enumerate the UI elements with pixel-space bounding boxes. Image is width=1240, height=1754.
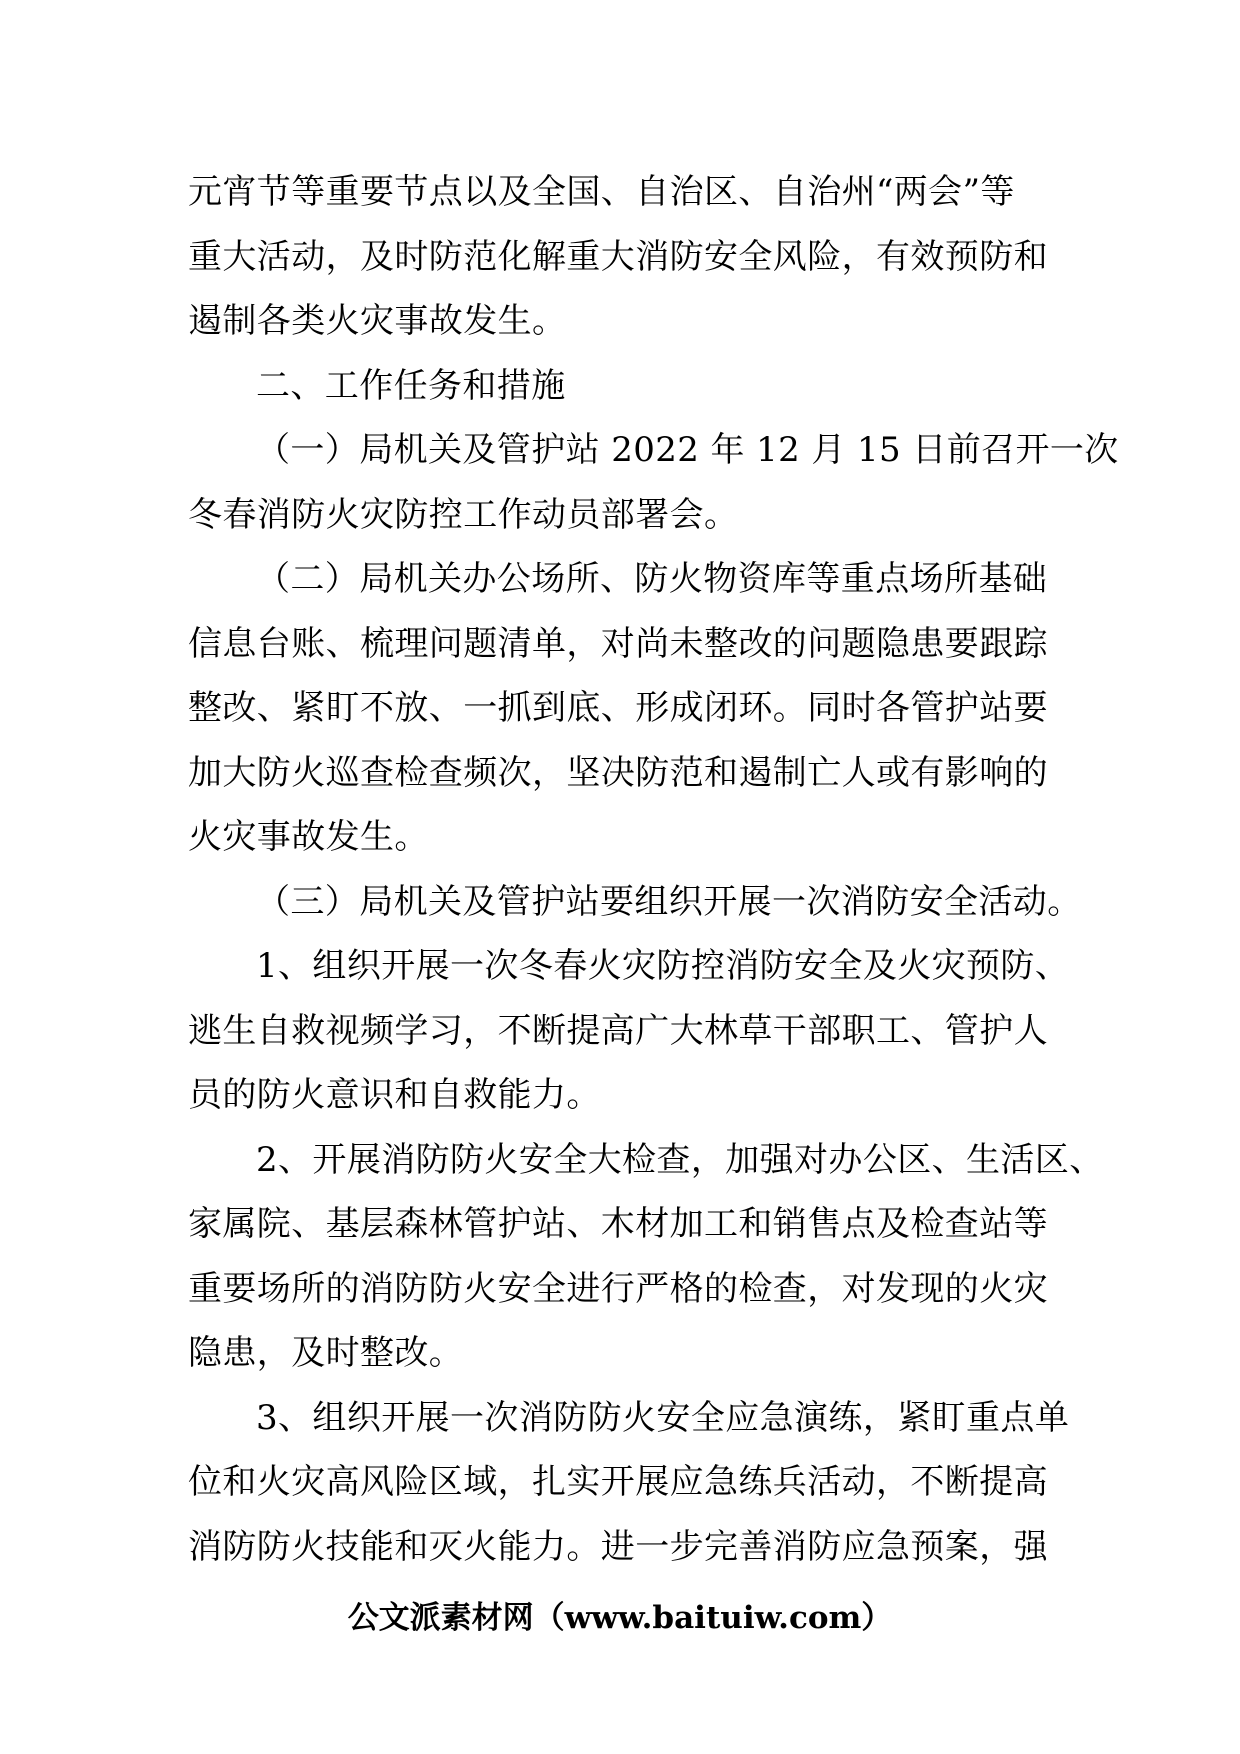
text-line: 员的防火意识和自救能力。 [188, 1075, 601, 1115]
text-line: 加大防火巡查检查频次，坚决防范和遏制亡人或有影响的 [188, 752, 1048, 793]
document-body [188, 160, 1119, 1579]
text-line: 火灾事故发生。 [188, 817, 429, 857]
text-line: （二）局机关办公场所、防火物资库等重点场所基础 [256, 559, 1048, 599]
text-line: 重大活动，及时防范化解重大消防安全风险，有效预防和 [188, 236, 1048, 277]
text-line: 隐患，及时整改。 [188, 1333, 464, 1373]
text-line: 消防防火技能和灭火能力。进一步完善消防应急预案，强 [188, 1526, 1048, 1567]
text-line: （一）局机关及管护站 2022 年 12 月 15 日前召开一次 [256, 430, 1119, 470]
text-line: 信息台账、梳理问题清单，对尚未整改的问题隐患要跟踪 [188, 623, 1048, 664]
text-line: 逃生自救视频学习，不断提高广大林草干部职工、管护人 [188, 1010, 1048, 1051]
text-line: 整改、紧盯不放、一抓到底、形成闭环。同时各管护站要 [188, 688, 1048, 728]
text-line: 家属院、基层森林管护站、木材加工和销售点及检查站等 [188, 1204, 1048, 1244]
text-line: 重要场所的消防防火安全进行严格的检查，对发现的火灾 [188, 1268, 1048, 1309]
text-line: （三）局机关及管护站要组织开展一次消防安全活动。 [256, 881, 1082, 922]
text-line: 元宵节等重要节点以及全国、自治区、自治州“两会”等 [188, 172, 1015, 212]
section-heading: 二、工作任务和措施 [256, 365, 566, 406]
text-line: 遏制各类火灾事故发生。 [188, 301, 567, 341]
text-line: 冬春消防火灾防控工作动员部署会。 [188, 494, 739, 535]
text-line: 3、组织开展一次消防防火安全应急演练，紧盯重点单 [256, 1397, 1070, 1438]
text-line: 位和火灾高风险区域，扎实开展应急练兵活动，不断提高 [188, 1462, 1048, 1502]
text-line: 1、组织开展一次冬春火灾防控消防安全及火灾预防、 [256, 946, 1070, 986]
text-line: 2、开展消防防火安全大检查，加强对办公区、生活区、 [256, 1139, 1104, 1180]
footer-watermark: 公文派素材网（www.baituiw.com） [347, 1600, 893, 1636]
